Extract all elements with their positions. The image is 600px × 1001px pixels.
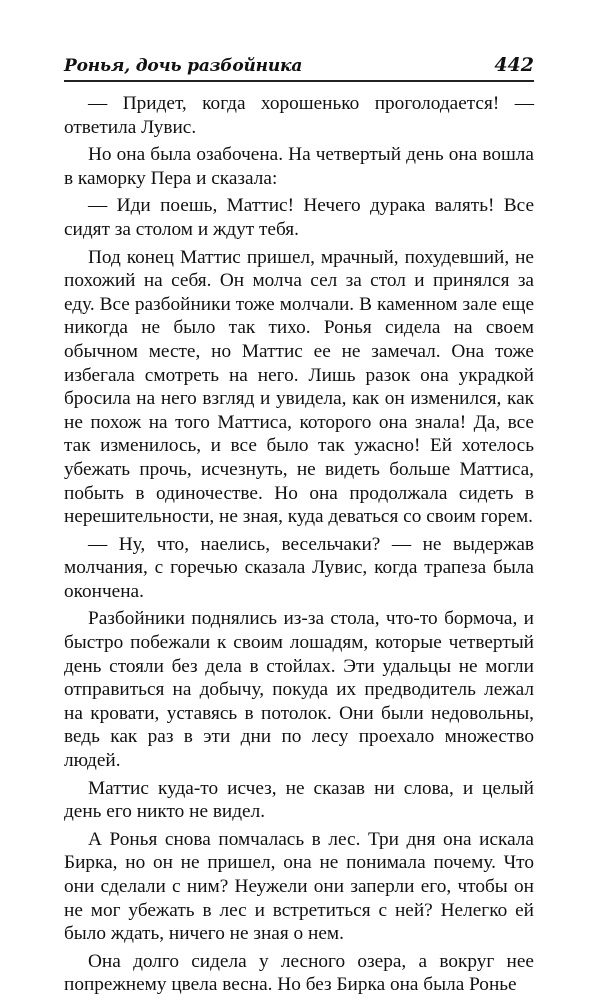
paragraph: — Иди поешь, Маттис! Нечего дурака валять! Все сидят за столом и ждут тебя. xyxy=(64,195,534,240)
paragraph: Маттис куда-то исчез, не сказав ни слова, и целый день его никто не видел. xyxy=(64,777,534,823)
paragraph: Под конец Маттис пришел, мрачный, похудевший, не похожий на себя. Он молча сел за стол и принялся за еду. Все разбойники тоже молчали. В каменном зале еще никогда не было так тихо. Ронья сидела на своем обычном месте, но Маттис ее не замечал. Она тоже избегала смотреть на него. Лишь разок она украдкой бросила на него взгляд и увидела, как он изменился, как не похож на того Маттиса, которого она знала! Да, все так изменилось, и все было так ужасно! Ей хотелось убежать прочь, исчезнуть, не видеть больше Маттиса, побыть в одиночестве. Но она продолжала сидеть в нерешительности, не зная, куда деваться со своим горем. xyxy=(64,246,534,528)
running-title: Ронья, дочь разбойника xyxy=(64,56,303,76)
body-text xyxy=(64,92,534,997)
paragraph: — Ну, что, наелись, весельчаки? — не выдержав молчания, с горечью сказала Лувис, когда трапеза была окончена. xyxy=(64,533,534,602)
book-page xyxy=(64,48,534,1001)
paragraph: А Ронья снова помчалась в лес. Три дня она искала Бирка, но он не пришел, она не понимала почему. Что они сделали с ним? Неужели они заперли его, чтобы он не мог убежать в лес и встретиться с ней? Нелегко ей было ждать, ничего не зная о нем. xyxy=(64,828,534,945)
paragraph: Разбойники поднялись из-за стола, что-то бормоча, и быстро побежали к своим лошадям, которые четвертый день стояли без дела в стойлах. Эти удальцы не могли отправиться на добычу, покуда их предводитель лежал на кровати, уставясь в потолок. Они были недовольны, ведь как раз в эти дни по лесу проехало множество людей. xyxy=(64,608,534,772)
page-number: 442 xyxy=(494,54,534,76)
paragraph: Но она была озабочена. На четвертый день она вошла в каморку Пера и сказала: xyxy=(64,144,534,189)
paragraph: — Придет, когда хорошенько проголодается! — ответила Лувис. xyxy=(64,93,534,138)
running-head xyxy=(64,48,534,82)
paragraph: Она долго сидела у лесного озера, а вокруг нее попрежнему цвела весна. Но без Бирка она была Ронье xyxy=(64,950,534,996)
